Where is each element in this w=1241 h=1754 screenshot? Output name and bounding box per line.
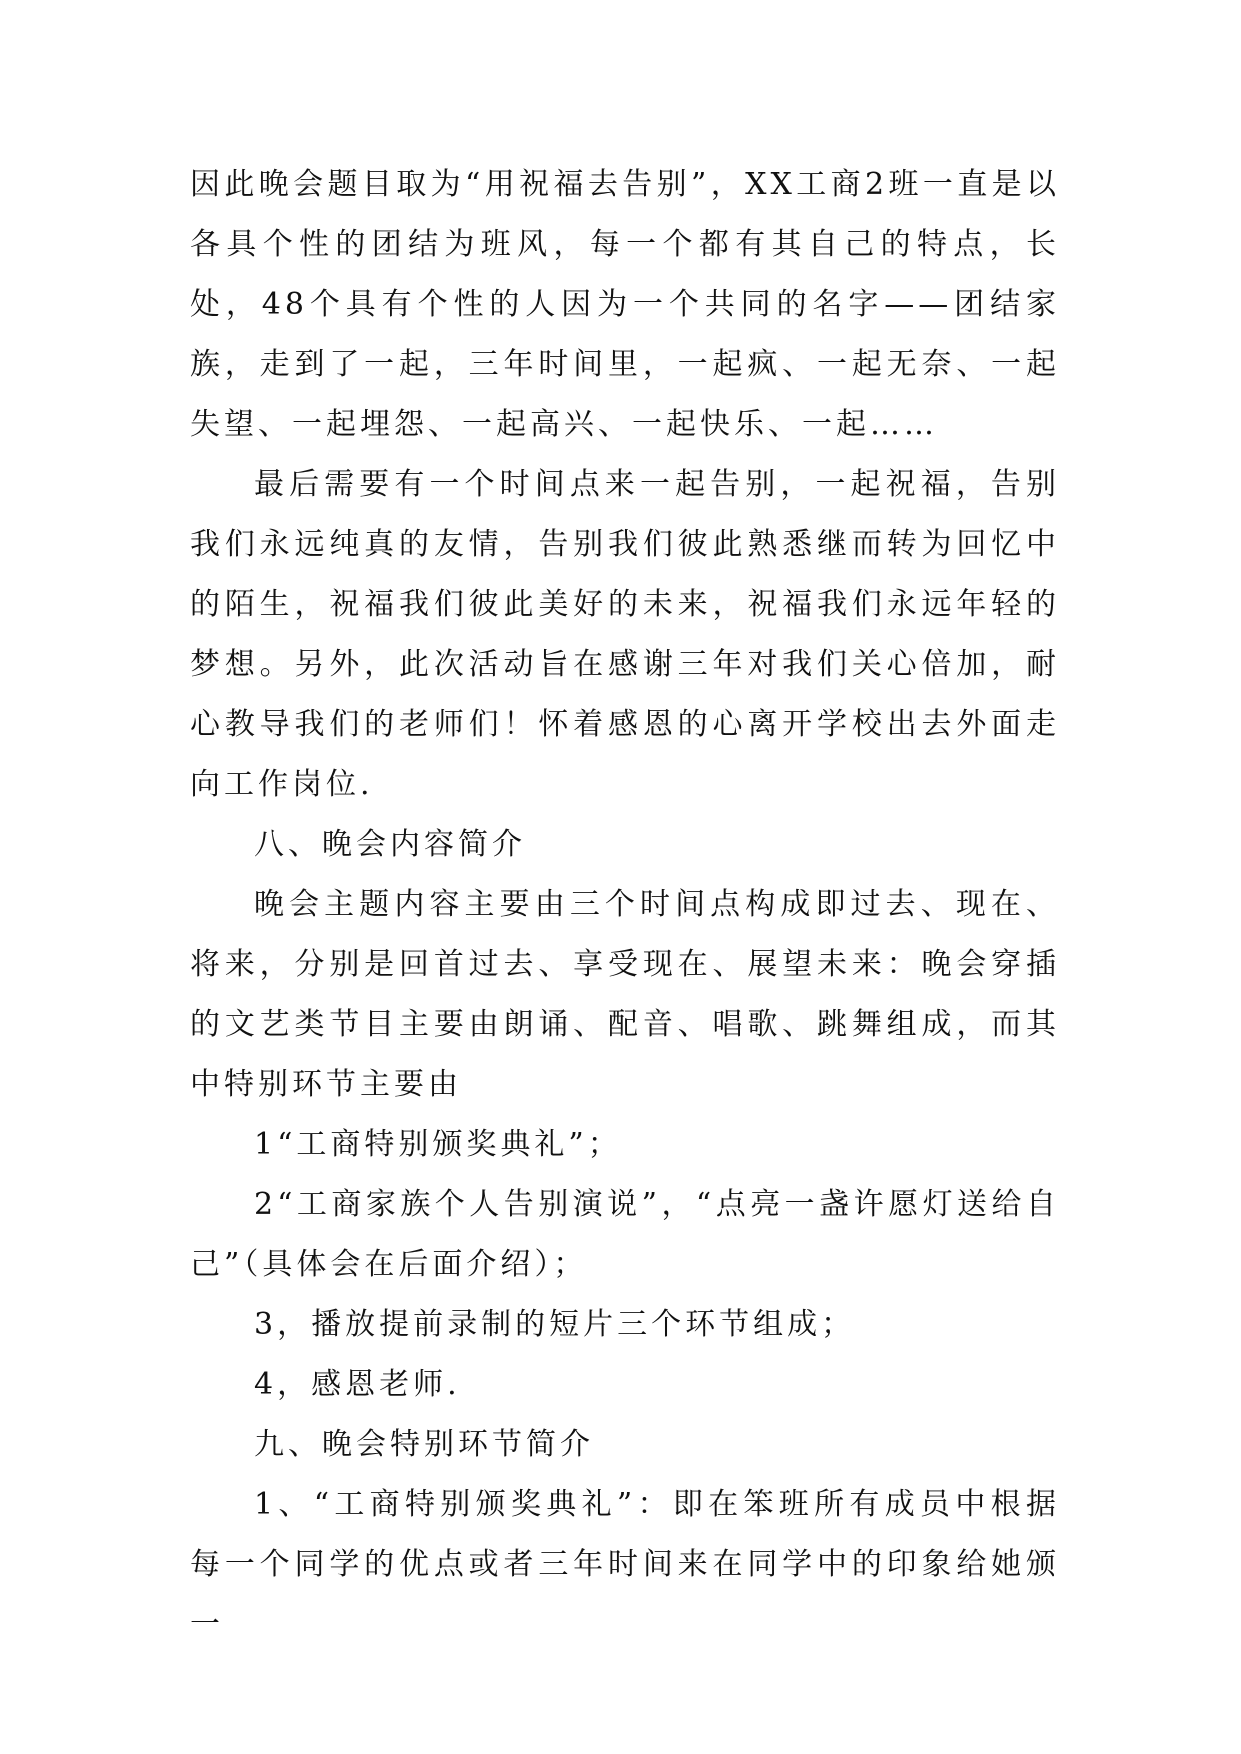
- section-heading-9: 九、晚会特别环节简介: [254, 1427, 594, 1462]
- list-item-2: 2“工商家族个人告别演说”，“点亮一盏许愿灯送给自己”（具体会在后面介绍）；: [190, 1187, 1060, 1282]
- paragraph-intro: 因此晚会题目取为“用祝福去告别”，XX工商2班一直是以各具个性的团结为班风，每一个都有其自己的特点，长处，48个具有个性的人因为一个共同的名字——团结家族，走到了一起，三年时间里，一起疯、一起无奈、一起失望、一起埋怨、一起高兴、一起快乐、一起……: [190, 167, 1060, 442]
- section-heading-8: 八、晚会内容简介: [254, 827, 526, 862]
- paragraph-award-ceremony: 1、“工商特别颁奖典礼”：即在笨班所有成员中根据每一个同学的优点或者三年时间来在同学中的印象给她颁一: [190, 1487, 1060, 1642]
- document-page: [190, 155, 1060, 1655]
- paragraph-content-intro: 晚会主题内容主要由三个时间点构成即过去、现在、将来，分别是回首过去、享受现在、展望未来：晚会穿插的文艺类节目主要由朗诵、配音、唱歌、跳舞组成，而其中特别环节主要由: [190, 887, 1060, 1102]
- paragraph-farewell: 最后需要有一个时间点来一起告别，一起祝福，告别我们永远纯真的友情，告别我们彼此熟悉继而转为回忆中的陌生，祝福我们彼此美好的未来，祝福我们永远年轻的梦想。另外，此次活动旨在感谢三年对我们关心倍加，耐心教导我们的老师们！怀着感恩的心离开学校出去外面走向工作岗位.: [190, 467, 1060, 802]
- list-item-3: 3，播放提前录制的短片三个环节组成；: [254, 1307, 856, 1342]
- list-item-1: 1“工商特别颁奖典礼”；: [254, 1127, 622, 1162]
- list-item-4: 4，感恩老师.: [254, 1367, 461, 1402]
